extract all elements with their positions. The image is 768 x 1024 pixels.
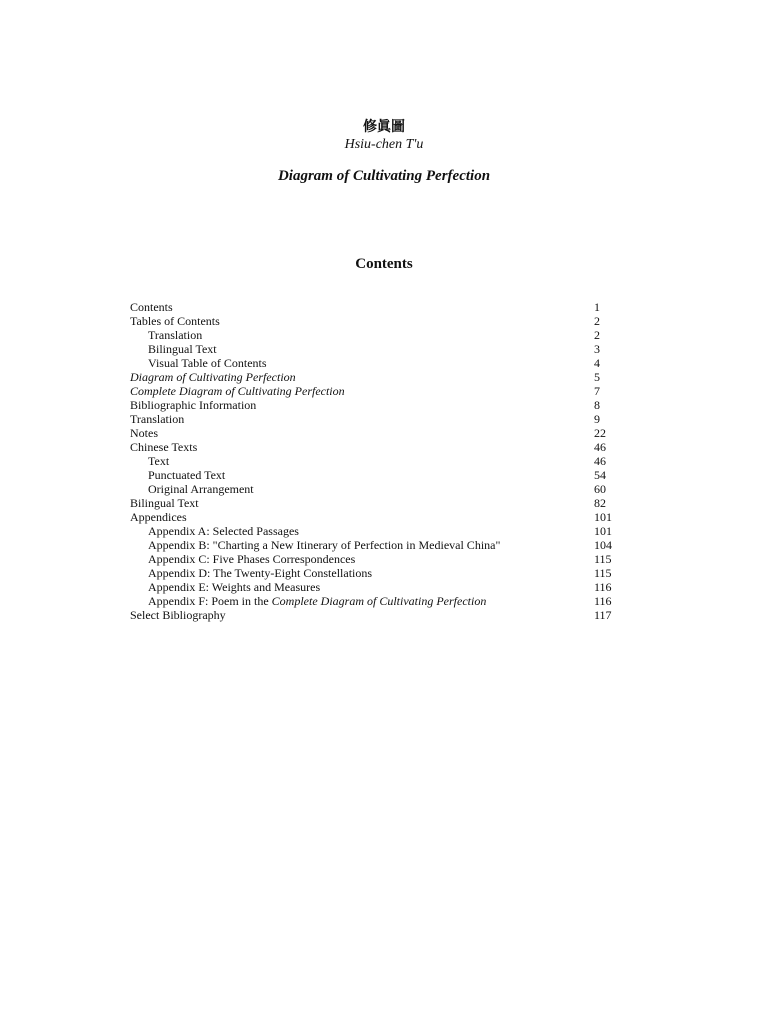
- toc-entry-title: [130, 538, 500, 552]
- toc-entry-page: 104: [594, 538, 612, 552]
- toc-entry: [130, 370, 616, 384]
- toc-entry-title-text: Complete Diagram of Cultivating Perfection: [130, 384, 345, 398]
- toc-entry-title: [130, 468, 225, 482]
- english-title: Diagram of Cultivating Perfection: [277, 168, 491, 184]
- toc-entry-title: [130, 370, 296, 384]
- toc-entry: [130, 412, 616, 426]
- toc-entry-page: 1: [594, 300, 600, 314]
- toc-entry-page: 5: [594, 370, 600, 384]
- toc-entry: [130, 538, 616, 552]
- toc-entry-title-text: Bibliographic Information: [130, 398, 257, 412]
- toc-entry-title-text: Appendix D: The Twenty-Eight Constellations: [148, 566, 373, 580]
- toc-entry-title: [130, 342, 217, 356]
- toc-entry-title: [130, 510, 187, 524]
- toc-entry-title-text: Bilingual Text: [130, 496, 199, 510]
- toc-entry-title-text: Tables of Contents: [130, 314, 220, 328]
- toc-entry-title-text: Appendices: [130, 510, 187, 524]
- toc-entry-page: 4: [594, 356, 600, 370]
- table-of-contents: [130, 300, 616, 622]
- toc-entry-page: 101: [594, 510, 612, 524]
- toc-entry-page: 101: [594, 524, 612, 538]
- toc-entry-page: 60: [594, 482, 606, 496]
- toc-entry-title: [130, 356, 267, 370]
- toc-entry-page: 46: [594, 454, 606, 468]
- toc-entry-title: [130, 524, 299, 538]
- toc-entry: [130, 440, 616, 454]
- toc-entry-title-text: Appendix B: "Charting a New Itinerary of Perfection in Medieval China": [148, 538, 501, 552]
- toc-entry-title: [130, 412, 184, 426]
- toc-entry: [130, 510, 616, 524]
- toc-entry-title: [130, 440, 197, 454]
- toc-entry-title: [130, 314, 220, 328]
- toc-entry: [130, 328, 616, 342]
- contents-heading: Contents: [355, 256, 413, 272]
- toc-entry: [130, 496, 616, 510]
- toc-entry-page: 115: [594, 566, 612, 580]
- toc-entry-page: 46: [594, 440, 606, 454]
- toc-entry: [130, 482, 616, 496]
- chinese-title: 修眞圖: [363, 119, 405, 135]
- toc-entry: [130, 398, 616, 412]
- toc-entry: [130, 356, 616, 370]
- toc-entry-page: 7: [594, 384, 600, 398]
- toc-entry-title-text: Punctuated Text: [148, 468, 226, 482]
- toc-entry-title: [130, 580, 320, 594]
- toc-entry-title-text: Original Arrangement: [148, 482, 254, 496]
- toc-entry-title-text: Contents: [130, 300, 173, 314]
- document-header: [0, 118, 768, 185]
- toc-entry-page: 2: [594, 328, 600, 342]
- toc-entry: [130, 594, 616, 608]
- toc-entry-title-italic: Complete Diagram of Cultivating Perfection: [271, 594, 487, 608]
- toc-entry-title-text: Chinese Texts: [130, 440, 198, 454]
- toc-entry-title-text: Translation: [148, 328, 203, 342]
- toc-entry: [130, 314, 616, 328]
- toc-entry: [130, 384, 616, 398]
- toc-entry-title: [130, 496, 199, 510]
- toc-entry-title: [130, 328, 202, 342]
- toc-entry: [130, 468, 616, 482]
- toc-entry: [130, 524, 616, 538]
- toc-entry-page: 9: [594, 412, 600, 426]
- toc-entry-page: 82: [594, 496, 606, 510]
- toc-entry-title-text: Appendix E: Weights and Measures: [148, 580, 321, 594]
- toc-entry-page: 3: [594, 342, 600, 356]
- toc-entry-title: [130, 454, 169, 468]
- toc-entry-title-text: Appendix C: Five Phases Correspondences: [148, 552, 356, 566]
- toc-entry-title-text: Visual Table of Contents: [148, 356, 267, 370]
- romanized-title: Hsiu-chen T'u: [344, 137, 424, 152]
- toc-entry-title-text: Text: [148, 454, 170, 468]
- toc-entry: [130, 342, 616, 356]
- toc-entry-title: [130, 300, 173, 314]
- toc-entry-title: [130, 482, 254, 496]
- toc-entry-page: 115: [594, 552, 612, 566]
- toc-entry-title-text: Appendix A: Selected Passages: [148, 524, 299, 538]
- toc-entry-page: 116: [594, 580, 612, 594]
- toc-entry-page: 22: [594, 426, 606, 440]
- toc-entry: [130, 580, 616, 594]
- toc-entry-title-text: Diagram of Cultivating Perfection: [130, 370, 296, 384]
- toc-entry-page: 54: [594, 468, 606, 482]
- toc-entry: [130, 300, 616, 314]
- toc-entry-title: [130, 426, 158, 440]
- toc-entry-title: [130, 594, 486, 608]
- toc-entry: [130, 454, 616, 468]
- toc-entry-title: [130, 608, 226, 622]
- toc-entry-title: [130, 552, 355, 566]
- toc-entry: [130, 566, 616, 580]
- toc-entry-title: [130, 566, 372, 580]
- toc-entry-title-text: Translation: [130, 412, 185, 426]
- toc-entry-title-text: Notes: [130, 426, 158, 440]
- toc-entry-title-text: Bilingual Text: [148, 342, 217, 356]
- toc-entry-title-text: Select Bibliography: [130, 608, 226, 622]
- toc-entry-page: 8: [594, 398, 600, 412]
- toc-entry-page: 2: [594, 314, 600, 328]
- toc-entry: [130, 552, 616, 566]
- toc-entry-title-text: Appendix F: Poem in the: [148, 594, 272, 608]
- toc-entry-title: [130, 398, 256, 412]
- toc-entry-page: 116: [594, 594, 612, 608]
- toc-entry: [130, 608, 616, 622]
- toc-entry-title: [130, 384, 345, 398]
- toc-entry-page: 117: [594, 608, 612, 622]
- toc-entry: [130, 426, 616, 440]
